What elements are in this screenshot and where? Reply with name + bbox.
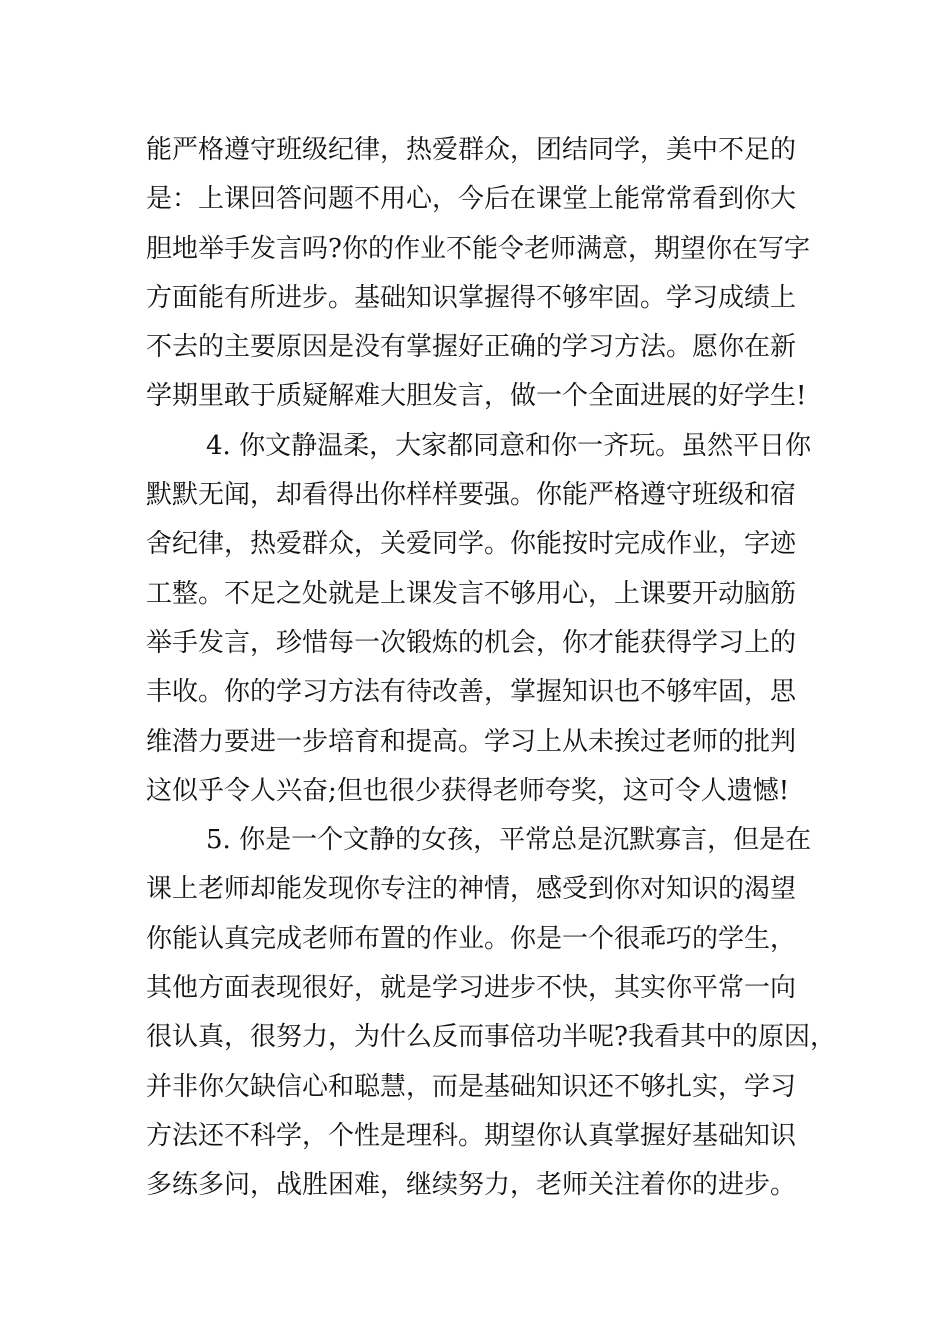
text-line: 是：上课回答问题不用心，今后在课堂上能常常看到你大 [146, 184, 797, 215]
text-line: 学期里敢于质疑解难大胆发言，做一个全面进展的好学生! [146, 381, 807, 412]
text-line: 多练多问，战胜困难，继续努力，老师关注着你的进步。 [146, 1170, 797, 1201]
text-line: 课上老师却能发现你专注的神情，感受到你对知识的渴望 [146, 874, 797, 905]
paragraph-5-start: 5. 你是一个文静的女孩，平常总是沉默寡言，但是在 [206, 825, 812, 856]
text-line: 方法还不科学，个性是理科。期望你认真掌握好基础知识 [146, 1120, 797, 1151]
text-line: 其他方面表现很好，就是学习进步不快，其实你平常一向 [146, 973, 797, 1004]
text-line: 默默无闻，却看得出你样样要强。你能严格遵守班级和宿 [146, 480, 797, 511]
text-line: 舍纪律，热爱群众，关爱同学。你能按时完成作业，字迹 [146, 529, 797, 560]
text-line: 工整。不足之处就是上课发言不够用心，上课要开动脑筋 [146, 578, 797, 609]
body-text [146, 126, 836, 1211]
text-line: 你能认真完成老师布置的作业。你是一个很乖巧的学生， [146, 923, 797, 954]
text-line: 方面能有所进步。基础知识掌握得不够牢固。学习成绩上 [146, 282, 797, 313]
text-line: 举手发言，珍惜每一次锻炼的机会，你才能获得学习上的 [146, 627, 797, 658]
paragraph-4-start: 4. 你文静温柔，大家都同意和你一齐玩。虽然平日你 [206, 430, 812, 461]
text-line: 丰收。你的学习方法有待改善，掌握知识也不够牢固，思 [146, 677, 797, 708]
text-line: 不去的主要原因是没有掌握好正确的学习方法。愿你在新 [146, 332, 797, 363]
text-line: 这似乎令人兴奋;但也很少获得老师夸奖，这可令人遗憾! [146, 775, 790, 806]
text-line: 很认真，很努力，为什么反而事倍功半呢?我看其中的原因， [146, 1022, 836, 1053]
text-line: 并非你欠缺信心和聪慧，而是基础知识还不够扎实，学习 [146, 1071, 797, 1102]
text-line: 胆地举手发言吗?你的作业不能令老师满意，期望你在写字 [146, 233, 810, 264]
text-line: 维潜力要进一步培育和提高。学习上从未挨过老师的批判 [146, 726, 797, 757]
text-line: 能严格遵守班级纪律，热爱群众，团结同学，美中不足的 [146, 135, 797, 165]
